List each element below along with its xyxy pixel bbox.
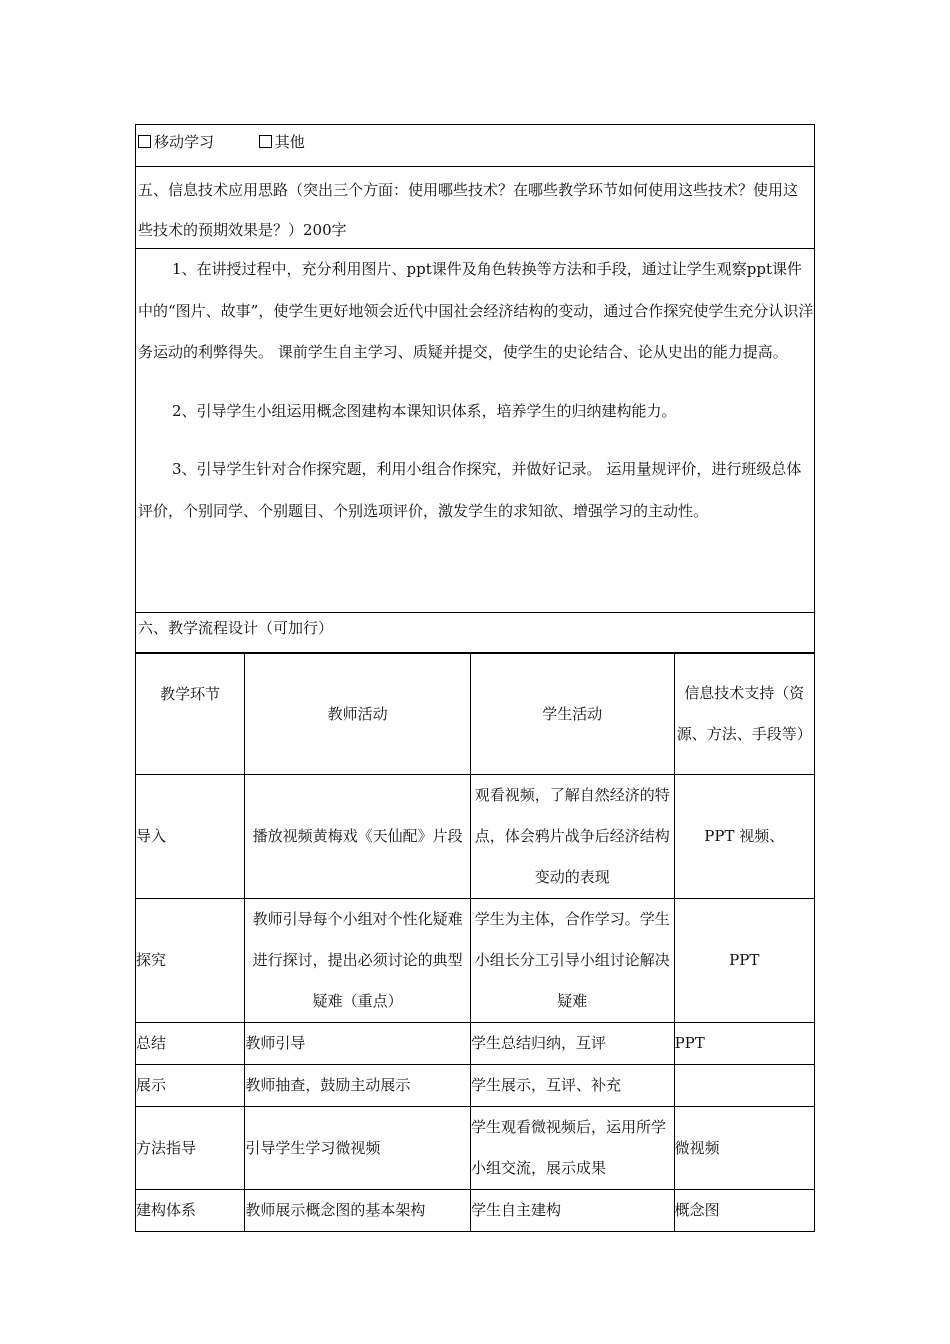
header-it-support: 信息技术支持（资源、方法、手段等） <box>674 654 814 775</box>
paragraph: 1、在讲授过程中，充分利用图片、ppt课件及角色转换等方法和手段，通过让学生观察ppt课件中的“图片、故事”，使学生更好地领会近代中国社会经济结构的变动，通过合作探究使学生充分认识洋务运动的利弊得失。 课前学生自主学习、质疑并提交，使学生的史论结合、论从史出的能力提高。 <box>138 260 814 361</box>
cell-it-support: PPT 视频、 <box>674 775 814 899</box>
cell-stage: 建构体系 <box>136 1190 245 1232</box>
cell-it-support <box>674 1065 814 1107</box>
cell-student-activity: 学生展示，互评、补充 <box>470 1065 674 1107</box>
table-row <box>136 1190 815 1232</box>
cell-it-support: 概念图 <box>674 1190 814 1232</box>
header-stage: 教学环节 <box>136 654 245 775</box>
header-teacher-activity: 教师活动 <box>245 654 471 775</box>
section-5-content <box>136 249 814 613</box>
option-mobile-learning[interactable]: 移动学习 <box>138 133 214 151</box>
paragraph: 2、引导学生小组运用概念图建构本课知识体系，培养学生的归纳建构能力。 <box>172 401 677 420</box>
table-row <box>136 1065 815 1107</box>
table-row <box>136 1107 815 1190</box>
cell-stage: 展示 <box>136 1065 245 1107</box>
table-row <box>136 899 815 1023</box>
cell-teacher-activity: 引导学生学习微视频 <box>245 1107 471 1190</box>
cell-student-activity: 观看视频，了解自然经济的特点，体会鸦片战争后经济结构变动的表现 <box>470 775 674 899</box>
document-page <box>135 124 815 1232</box>
cell-student-activity: 学生自主建构 <box>470 1190 674 1232</box>
cell-student-activity: 学生为主体，合作学习。学生小组长分工引导小组讨论解决疑难 <box>470 899 674 1023</box>
cell-stage: 探究 <box>136 899 245 1023</box>
cell-stage: 总结 <box>136 1023 245 1065</box>
table-header-row <box>136 654 815 775</box>
cell-it-support: PPT <box>674 1023 814 1065</box>
cell-teacher-activity: 播放视频黄梅戏《天仙配》片段 <box>245 775 471 899</box>
teaching-flow-table <box>135 653 815 1232</box>
table-row <box>136 1023 815 1065</box>
table-row <box>136 775 815 899</box>
cell-teacher-activity: 教师引导每个小组对个性化疑难进行探讨，提出必须讨论的典型疑难（重点） <box>245 899 471 1023</box>
section-5-heading: 五、信息技术应用思路（突出三个方面：使用哪些技术？在哪些教学环节如何使用这些技术？使用这些技术的预期效果是？）200字 <box>136 167 814 249</box>
cell-student-activity: 学生总结归纳，互评 <box>470 1023 674 1065</box>
section-6-heading: 六、教学流程设计（可加行） <box>136 613 814 653</box>
paragraph: 3、引导学生针对合作探究题，利用小组合作探究，并做好记录。 运用量规评价，进行班级总体评价，个别同学、个别题目、个别选项评价，激发学生的求知欲、增强学习的主动性。 <box>138 460 802 520</box>
cell-teacher-activity: 教师抽查，鼓励主动展示 <box>245 1065 471 1107</box>
cell-student-activity: 学生观看微视频后，运用所学小组交流，展示成果 <box>470 1107 674 1190</box>
cell-stage: 方法指导 <box>136 1107 245 1190</box>
cell-teacher-activity: 教师展示概念图的基本架构 <box>245 1190 471 1232</box>
cell-it-support: PPT <box>674 899 814 1023</box>
header-student-activity: 学生活动 <box>470 654 674 775</box>
checkbox-icon[interactable] <box>138 135 151 148</box>
cell-stage: 导入 <box>136 775 245 899</box>
checkbox-icon[interactable] <box>259 135 272 148</box>
cell-it-support: 微视频 <box>674 1107 814 1190</box>
option-other[interactable]: 其他 <box>259 133 305 151</box>
cell-teacher-activity: 教师引导 <box>245 1023 471 1065</box>
learning-mode-options <box>136 125 814 167</box>
form-frame <box>135 124 815 653</box>
